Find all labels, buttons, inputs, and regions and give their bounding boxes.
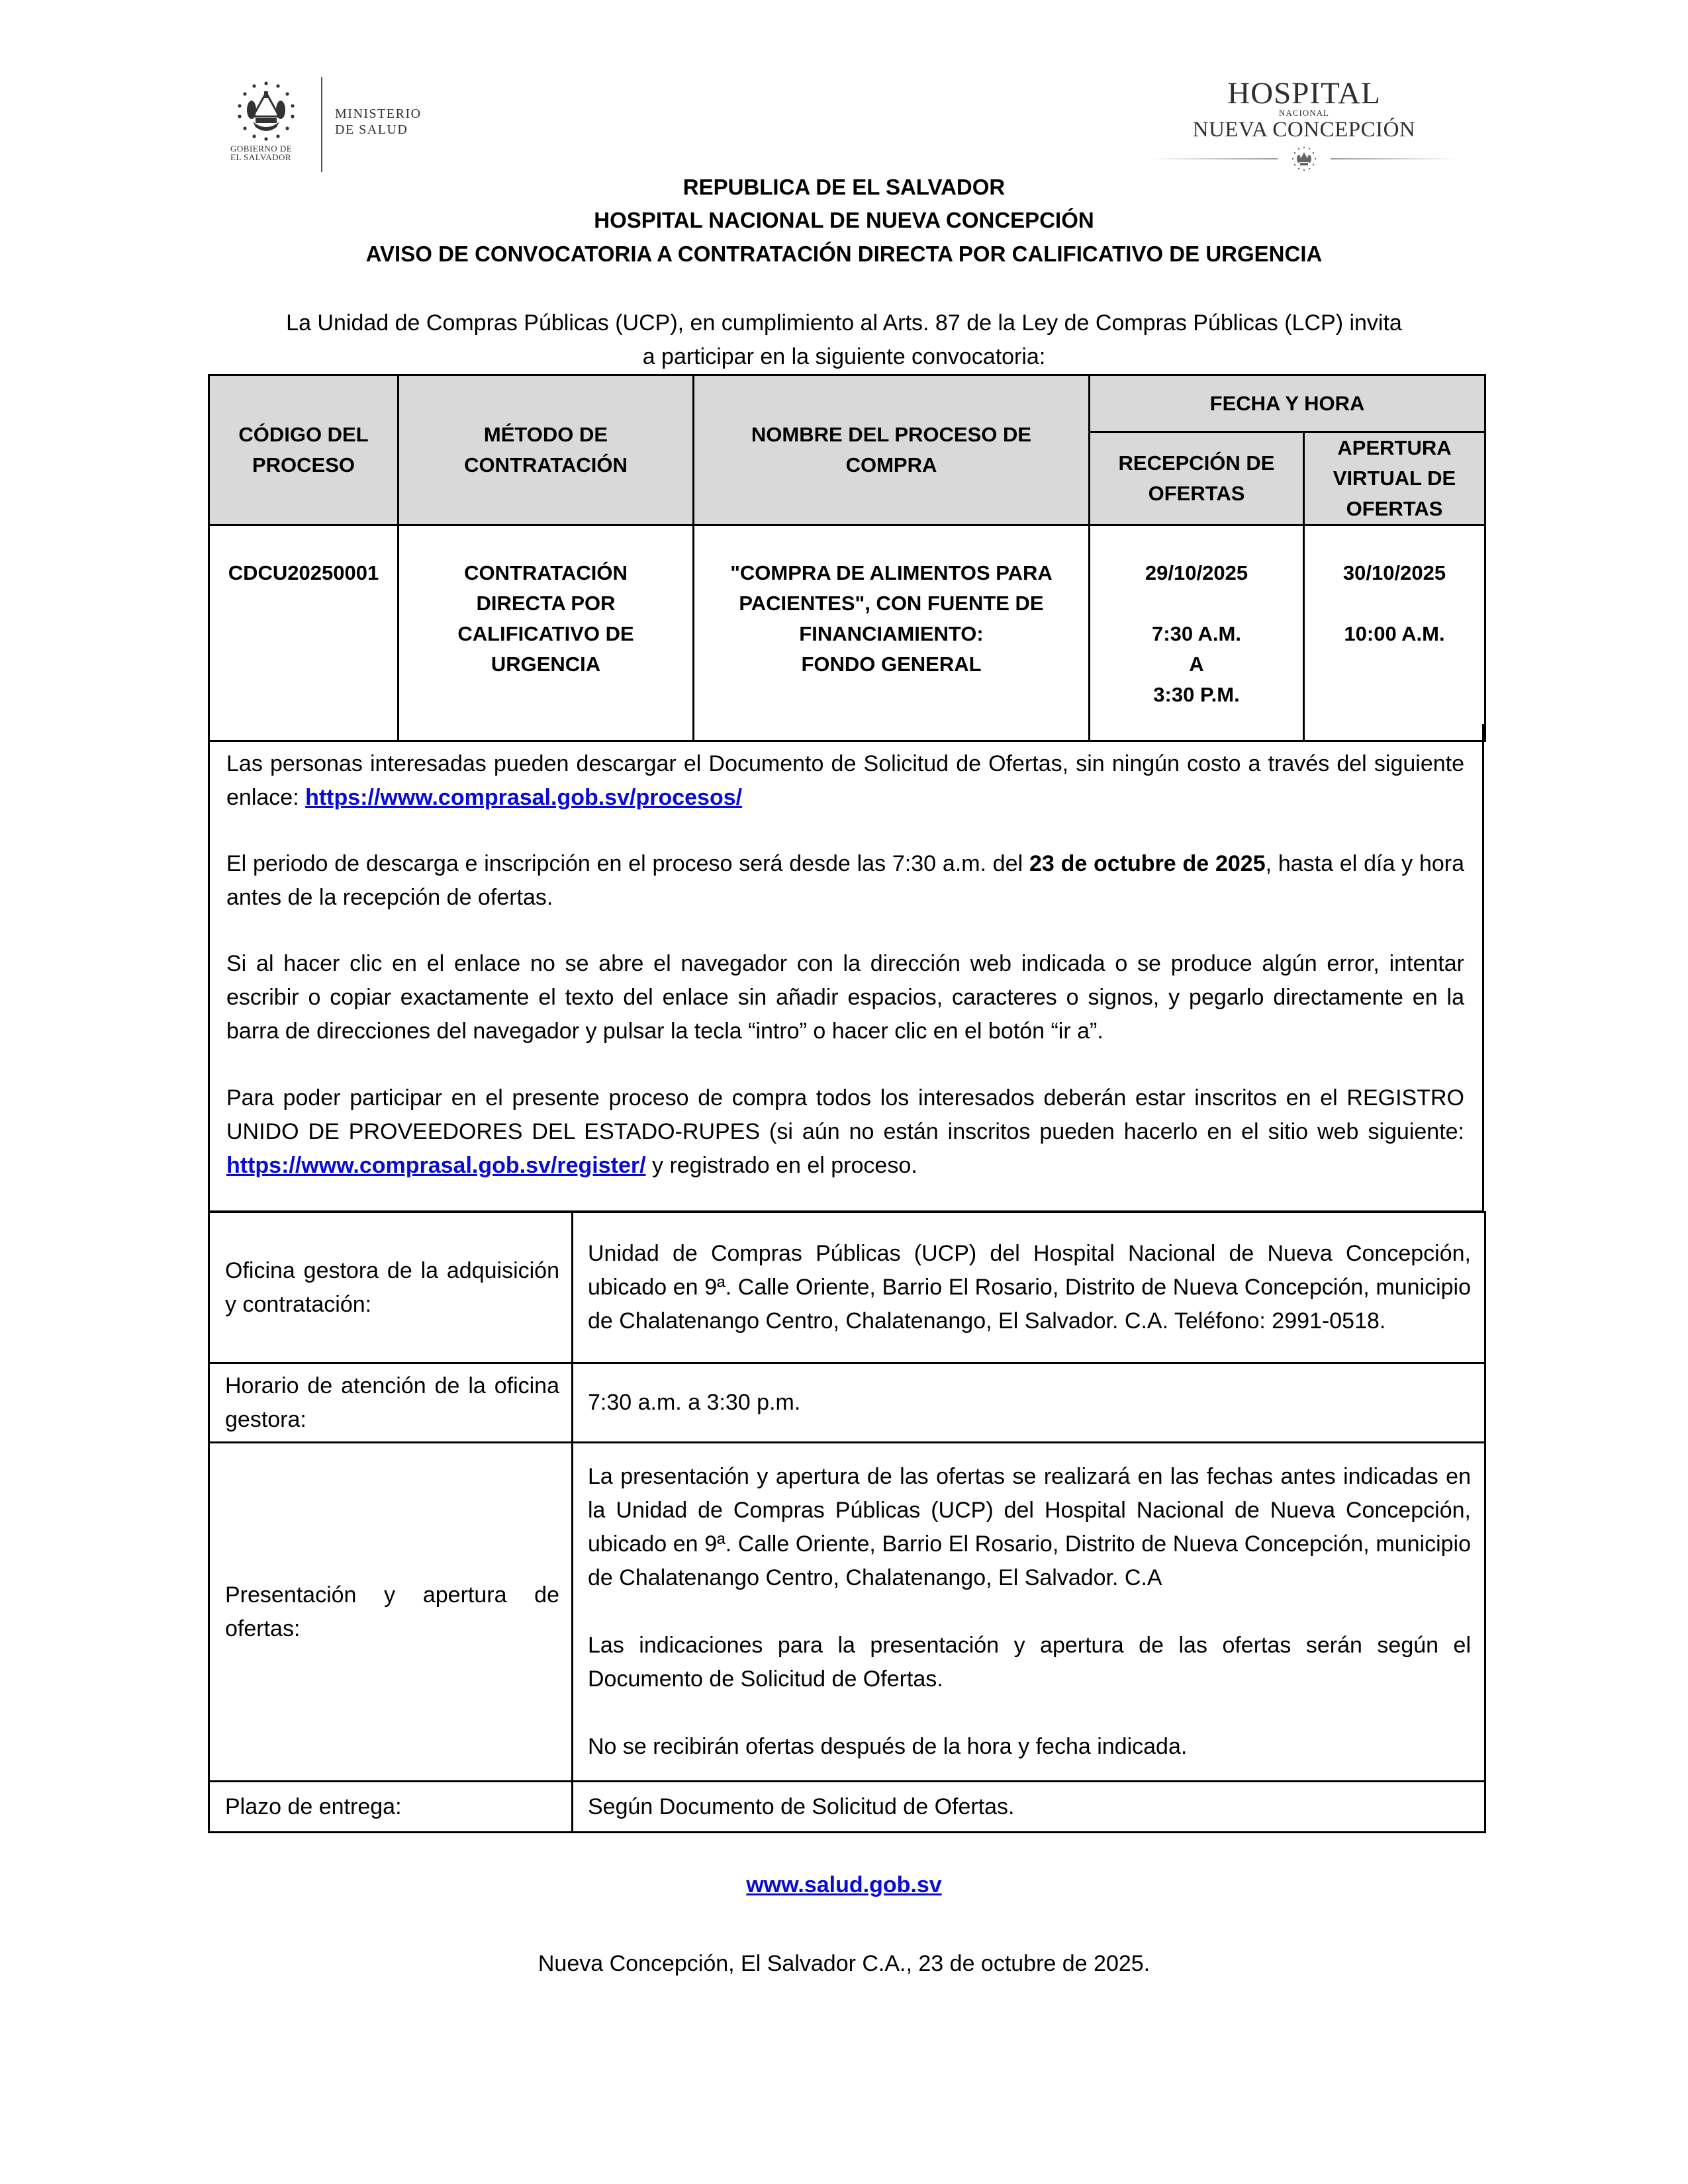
- header-apertura-line: APERTURA: [1337, 436, 1452, 459]
- hospital-logo-subtitle: NACIONAL: [1279, 108, 1329, 118]
- rule-line-right: [1331, 158, 1460, 159]
- details-row-oficina: [209, 1212, 1485, 1363]
- gobierno-text: [230, 144, 310, 161]
- hospital-logo-title: HOSPITAL: [1227, 76, 1381, 111]
- heading-aviso: AVISO DE CONVOCATORIA A CONTRATACIÓN DIRECTA POR CALIFICATIVO DE URGENCIA: [365, 242, 1323, 266]
- cell-recepcion-hora: 3:30 P.M.: [1153, 683, 1240, 706]
- value-oficina: Unidad de Compras Públicas (UCP) del Hospital Nacional de Nueva Concepción, ubicado en 9ª. Calle Oriente, Barrio El Rosario, Distrito de Nueva Concepción, municipio de Chalatenango Centro, Chalatenango, El Salvador. C.A. Teléfono: 2991-0518.: [573, 1212, 1485, 1363]
- header-recepcion-line: RECEPCIÓN DE: [1118, 451, 1275, 475]
- cell-recepcion: [1090, 525, 1304, 741]
- hospital-logo-rule: [1149, 146, 1460, 172]
- header-apertura: [1304, 432, 1485, 525]
- label-plazo: Plazo de entrega:: [209, 1782, 573, 1833]
- paragraph-text: y registrado en el proceso.: [645, 1153, 917, 1178]
- hospital-logo-name: NUEVA CONCEPCIÓN: [1192, 118, 1416, 142]
- cell-nombre: [694, 525, 1090, 741]
- header-metodo: [399, 375, 694, 525]
- header-nombre-line: NOMBRE DEL PROCESO DE: [751, 423, 1032, 446]
- paragraph-period: [226, 847, 1464, 915]
- paragraph-rupes: [226, 1081, 1464, 1183]
- process-table: [208, 374, 1486, 742]
- logo-divider: [321, 77, 322, 172]
- cell-nombre-line: FONDO GENERAL: [801, 653, 982, 676]
- cell-apertura: [1304, 525, 1485, 741]
- header-codigo-line: CÓDIGO DEL: [238, 423, 369, 446]
- cell-recepcion-hora: 7:30 A.M.: [1152, 622, 1241, 645]
- spacer: [588, 1595, 1471, 1629]
- ministerio-text: [335, 106, 422, 138]
- rule-line-left: [1149, 158, 1278, 159]
- paragraph-link-help: Si al hacer clic en el enlace no se abre el navegador con la dirección web indicada o se produce algún error, intentar escribir o copiar exactamente el texto del enlace sin añadir espacios, caracteres o signos, y pegarlo directamente en la barra de direcciones del navegador y pulsar la tecla “intro” o hacer clic en el botón “ir a”.: [226, 951, 1464, 1044]
- paragraph-text: , hasta el día y hora antes de la recepción de ofertas.: [226, 851, 1464, 910]
- table-row: [209, 525, 1485, 741]
- header-apertura-line: VIRTUAL DE: [1333, 467, 1456, 490]
- paragraph-text: Para poder participar en el presente proceso de compra todos los interesados deberán estar inscritos en el REGISTRO UNIDO DE PROVEEDORES DEL ESTADO-RUPES (si aún no están inscritos pueden hacerlo en el sitio web siguiente:: [226, 1085, 1464, 1144]
- el-salvador-coat-of-arms-icon: [1291, 146, 1317, 172]
- cell-metodo-line: URGENCIA: [491, 653, 601, 676]
- presentacion-paragraph: No se recibirán ofertas después de la hora y fecha indicada.: [588, 1734, 1188, 1759]
- value-plazo: Según Documento de Solicitud de Ofertas.: [573, 1782, 1485, 1833]
- blank-line: [1305, 588, 1484, 619]
- cell-recepcion-hora: A: [1189, 653, 1204, 676]
- ministerio-line-2: DE SALUD: [335, 122, 408, 137]
- salud-website-link[interactable]: www.salud.gob.sv: [746, 1872, 942, 1897]
- ministerio-line-1: MINISTERIO: [335, 107, 422, 121]
- header-nombre: [694, 375, 1090, 525]
- cell-metodo-line: DIRECTA POR: [476, 592, 616, 615]
- register-link[interactable]: https://www.comprasal.gob.sv/register/: [226, 1153, 646, 1178]
- label-oficina: Oficina gestora de la adquisición y contratación:: [209, 1212, 573, 1363]
- details-row-plazo: [209, 1782, 1485, 1833]
- heading-hospital: HOSPITAL NACIONAL DE NUEVA CONCEPCIÓN: [594, 208, 1094, 232]
- cell-metodo-line: CONTRATACIÓN: [464, 561, 628, 584]
- spacer: [588, 1696, 1471, 1730]
- cell-nombre-line: "COMPRA DE ALIMENTOS PARA: [730, 561, 1053, 584]
- cell-recepcion-fecha: 29/10/2025: [1145, 561, 1248, 584]
- gobierno-line-2: EL SALVADOR: [230, 152, 292, 162]
- footer-website: [0, 1870, 1688, 1899]
- table-header-row: [209, 375, 1485, 432]
- paragraph-download: [226, 747, 1464, 815]
- footer-place-date: Nueva Concepción, El Salvador C.A., 23 de octubre de 2025.: [538, 1951, 1150, 1976]
- gobierno-line-1: GOBIERNO DE: [230, 144, 293, 154]
- header-metodo-line: CONTRATACIÓN: [464, 453, 628, 477]
- cell-metodo: [399, 525, 694, 741]
- paragraph-text: Las personas interesadas pueden descargar el Documento de Solicitud de Ofertas, sin ningún costo a través del siguiente enlace:: [226, 751, 1464, 810]
- start-date: 23 de octubre de 2025: [1029, 851, 1266, 876]
- header-recepcion: [1090, 432, 1304, 525]
- cell-nombre-line: FINANCIAMIENTO:: [799, 622, 984, 645]
- header-metodo-line: MÉTODO DE: [483, 423, 608, 446]
- cell-metodo-line: CALIFICATIVO DE: [457, 622, 634, 645]
- blank-line: [1090, 588, 1303, 619]
- heading-republica: REPUBLICA DE EL SALVADOR: [682, 175, 1006, 199]
- presentacion-paragraph: Las indicaciones para la presentación y apertura de las ofertas serán según el Documento de Solicitud de Ofertas.: [588, 1633, 1471, 1692]
- paragraph-text: El periodo de descarga e inscripción en el proceso será desde las 7:30 a.m. del: [226, 851, 1029, 876]
- header-codigo: [209, 375, 399, 525]
- value-horario: 7:30 a.m. a 3:30 p.m.: [573, 1363, 1485, 1443]
- label-horario: Horario de atención de la oficina gestora:: [209, 1363, 573, 1443]
- el-salvador-coat-of-arms-icon: [233, 78, 299, 144]
- header-apertura-line: OFERTAS: [1346, 497, 1443, 520]
- details-row-presentacion: [209, 1443, 1485, 1782]
- value-presentacion: [573, 1443, 1485, 1782]
- header-fecha-hora: FECHA Y HORA: [1090, 375, 1485, 432]
- label-presentacion: Presentación y apertura de ofertas:: [209, 1443, 573, 1782]
- details-table: [208, 1211, 1486, 1833]
- header-recepcion-line: OFERTAS: [1148, 482, 1245, 505]
- cell-apertura-hora: 10:00 A.M.: [1344, 622, 1445, 645]
- header-codigo-line: PROCESO: [252, 453, 355, 477]
- procesos-link[interactable]: https://www.comprasal.gob.sv/procesos/: [305, 785, 743, 810]
- cell-nombre-line: PACIENTES", CON FUENTE DE: [739, 592, 1044, 615]
- intro-line-1: La Unidad de Compras Públicas (UCP), en cumplimiento al Arts. 87 de la Ley de Compras Públicas (LCP) invita: [286, 310, 1402, 336]
- info-block: [208, 724, 1484, 1212]
- hospital-logo: [1149, 77, 1460, 183]
- cell-codigo: CDCU20250001: [209, 525, 399, 741]
- details-row-horario: [209, 1363, 1485, 1443]
- header-nombre-line: COMPRA: [845, 453, 937, 477]
- intro-line-2: a participar en la siguiente convocatoria:: [642, 344, 1046, 369]
- presentacion-paragraph: La presentación y apertura de las ofertas se realizará en las fechas antes indicadas en la Unidad de Compras Públicas (UCP) del Hospital Nacional de Nueva Concepción, ubicado en 9ª. Calle Oriente, Barrio El Rosario, Distrito de Nueva Concepción, municipio de Chalatenango Centro, Chalatenango, El Salvador. C.A: [588, 1464, 1471, 1590]
- cell-apertura-fecha: 30/10/2025: [1342, 561, 1446, 584]
